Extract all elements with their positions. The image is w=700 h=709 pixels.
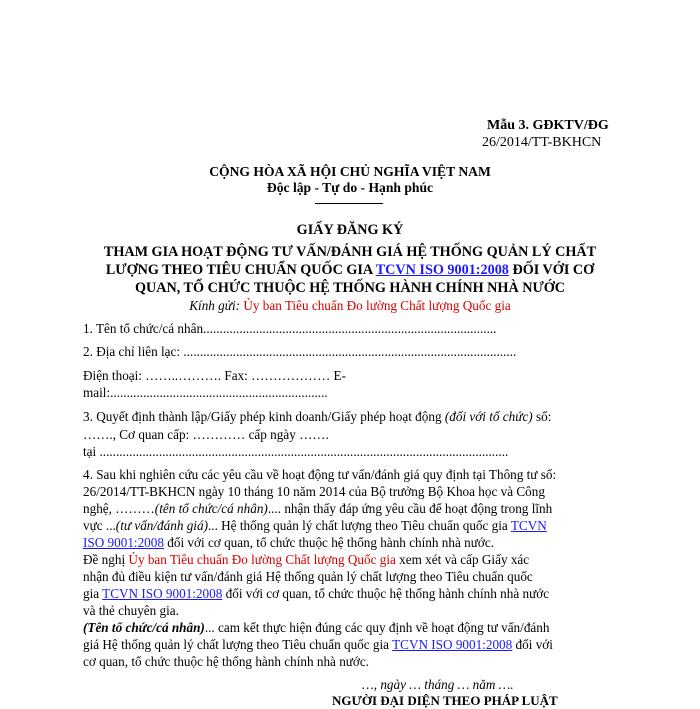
section4-line3 <box>83 501 552 517</box>
form-subtitle-line2 <box>0 262 700 279</box>
s4l6-post: xem xét và cấp Giấy xác <box>395 552 530 567</box>
s4l4-italic: (tư vấn/đánh giá) <box>115 518 208 533</box>
s4l6-red: Ủy ban Tiêu chuẩn Đo lường Chất lượng Quốc gia <box>128 552 396 567</box>
s4l3-pre: nghệ, ……… <box>83 501 155 516</box>
subtitle-line2-pre: LƯỢNG THEO TIÊU CHUẨN QUỐC GIA <box>105 262 376 278</box>
header-separator <box>315 203 383 204</box>
form-subtitle-line1: THAM GIA HOẠT ĐỘNG TƯ VẤN/ĐÁNH GIÁ HỆ THỐNG QUẢN LÝ CHẤT <box>103 244 597 260</box>
field-phone-fax: Điện thoại: ……..………. Fax: ……………… E- <box>83 368 346 383</box>
section4-line10 <box>83 620 549 636</box>
section4-line5 <box>83 535 494 551</box>
field-decision-line3: tại ............................................................................................................................ <box>83 444 509 459</box>
decision-italic: (đối với tổ chức) <box>444 409 533 424</box>
section4-line4 <box>83 518 547 534</box>
s4l4-post: ... Hệ thống quản lý chất lượng theo Tiêu chuẩn quốc gia <box>207 518 511 533</box>
section4-line6 <box>83 552 529 568</box>
motto: Độc lập - Tự do - Hạnh phúc <box>266 180 434 195</box>
s4l3-post: .... nhận thấy đáp ứng yêu cầu để hoạt động trong lĩnh <box>267 501 553 516</box>
country-header: CỘNG HÒA XÃ HỘI CHỦ NGHĨA VIỆT NAM <box>209 164 491 179</box>
s4l6-pre: Đề nghị <box>83 552 129 567</box>
subtitle-line2-post: ĐỐI VỚI CƠ <box>508 262 595 278</box>
s4l11-post: đối với <box>512 637 553 652</box>
recipient-line <box>0 298 700 314</box>
tcvn-standard-link[interactable]: TCVN ISO 9001:2008 <box>375 262 509 278</box>
s4l10-post: ... cam kết thực hiện đúng các quy định về hoạt động tư vấn/đánh <box>204 620 550 635</box>
recipient-name: Ủy ban Tiêu chuẩn Đo lường Chất lượng Quốc gia <box>243 298 511 313</box>
s4l5-iso-link[interactable]: ISO 9001:2008 <box>83 535 164 550</box>
s4l8-pre: gia <box>83 586 103 601</box>
s4l5-post: đối với cơ quan, tổ chức thuộc hệ thống hành chính nhà nước. <box>163 535 494 550</box>
decision-post: số: <box>532 409 552 424</box>
field-organization-name: 1. Tên tổ chức/cá nhân......................................................................................... <box>83 321 497 336</box>
section4-line11 <box>83 637 553 653</box>
section4-line8 <box>83 586 549 602</box>
date-line: …, ngày … tháng … năm …. <box>362 677 514 692</box>
form-title: GIẤY ĐĂNG KÝ <box>296 222 404 238</box>
s4l11-tcvn-link[interactable]: TCVN ISO 9001:2008 <box>392 637 513 652</box>
decision-pre: 3. Quyết định thành lập/Giấy phép kinh doanh/Giấy phép hoạt động <box>83 409 445 424</box>
section4-line9: và thẻ chuyên gia. <box>83 603 179 618</box>
s4l11-pre: giá Hệ thống quản lý chất lượng theo Tiêu chuẩn quốc gia <box>83 637 393 652</box>
s4l3-italic: (tên tổ chức/cá nhân) <box>154 501 268 516</box>
section4-line1: 4. Sau khi nghiên cứu các yêu cầu về hoạt động tư vấn/đánh giá quy định tại Thông tư số: <box>83 467 557 482</box>
form-subtitle-line3: QUAN, TỔ CHỨC THUỘC HỆ THỐNG HÀNH CHÍNH NHÀ NƯỚC <box>134 280 566 296</box>
field-address: 2. Địa chỉ liên lạc: ..................................................................................................... <box>83 344 517 359</box>
field-decision-line1 <box>83 409 551 425</box>
field-email: mail:.................................................................. <box>83 385 328 400</box>
s4l4-tcvn-link[interactable]: TCVN <box>510 518 547 533</box>
form-code-line1: Mẫu 3. GĐKTV/ĐG <box>487 118 609 133</box>
signatory-title: NGƯỜI ĐẠI DIỆN THEO PHÁP LUẬT <box>332 693 558 708</box>
section4-line2: 26/2014/TT-BKHCN ngày 10 tháng 10 năm 2014 của Bộ trưởng Bộ Khoa học và Công <box>83 484 545 499</box>
form-code-line2: 26/2014/TT-BKHCN <box>482 135 602 150</box>
recipient-label: Kính gửi: <box>189 298 244 313</box>
section4-line12: cơ quan, tổ chức thuộc hệ thống hành chính nhà nước. <box>83 654 370 669</box>
s4l8-tcvn-link[interactable]: TCVN ISO 9001:2008 <box>102 586 223 601</box>
field-decision-line2: ……., Cơ quan cấp: ………… cấp ngày ……. <box>83 427 329 442</box>
s4l4-pre: vực ... <box>83 518 116 533</box>
s4l8-post: đối với cơ quan, tổ chức thuộc hệ thống hành chính nhà nước <box>222 586 550 601</box>
cutoff-line <box>0 686 700 708</box>
s4l10-italic: (Tên tổ chức/cá nhân) <box>83 620 205 635</box>
section4-line7: nhận đủ điều kiện tư vấn/đánh giá Hệ thống quản lý chất lượng theo Tiêu chuẩn quốc <box>83 569 533 584</box>
